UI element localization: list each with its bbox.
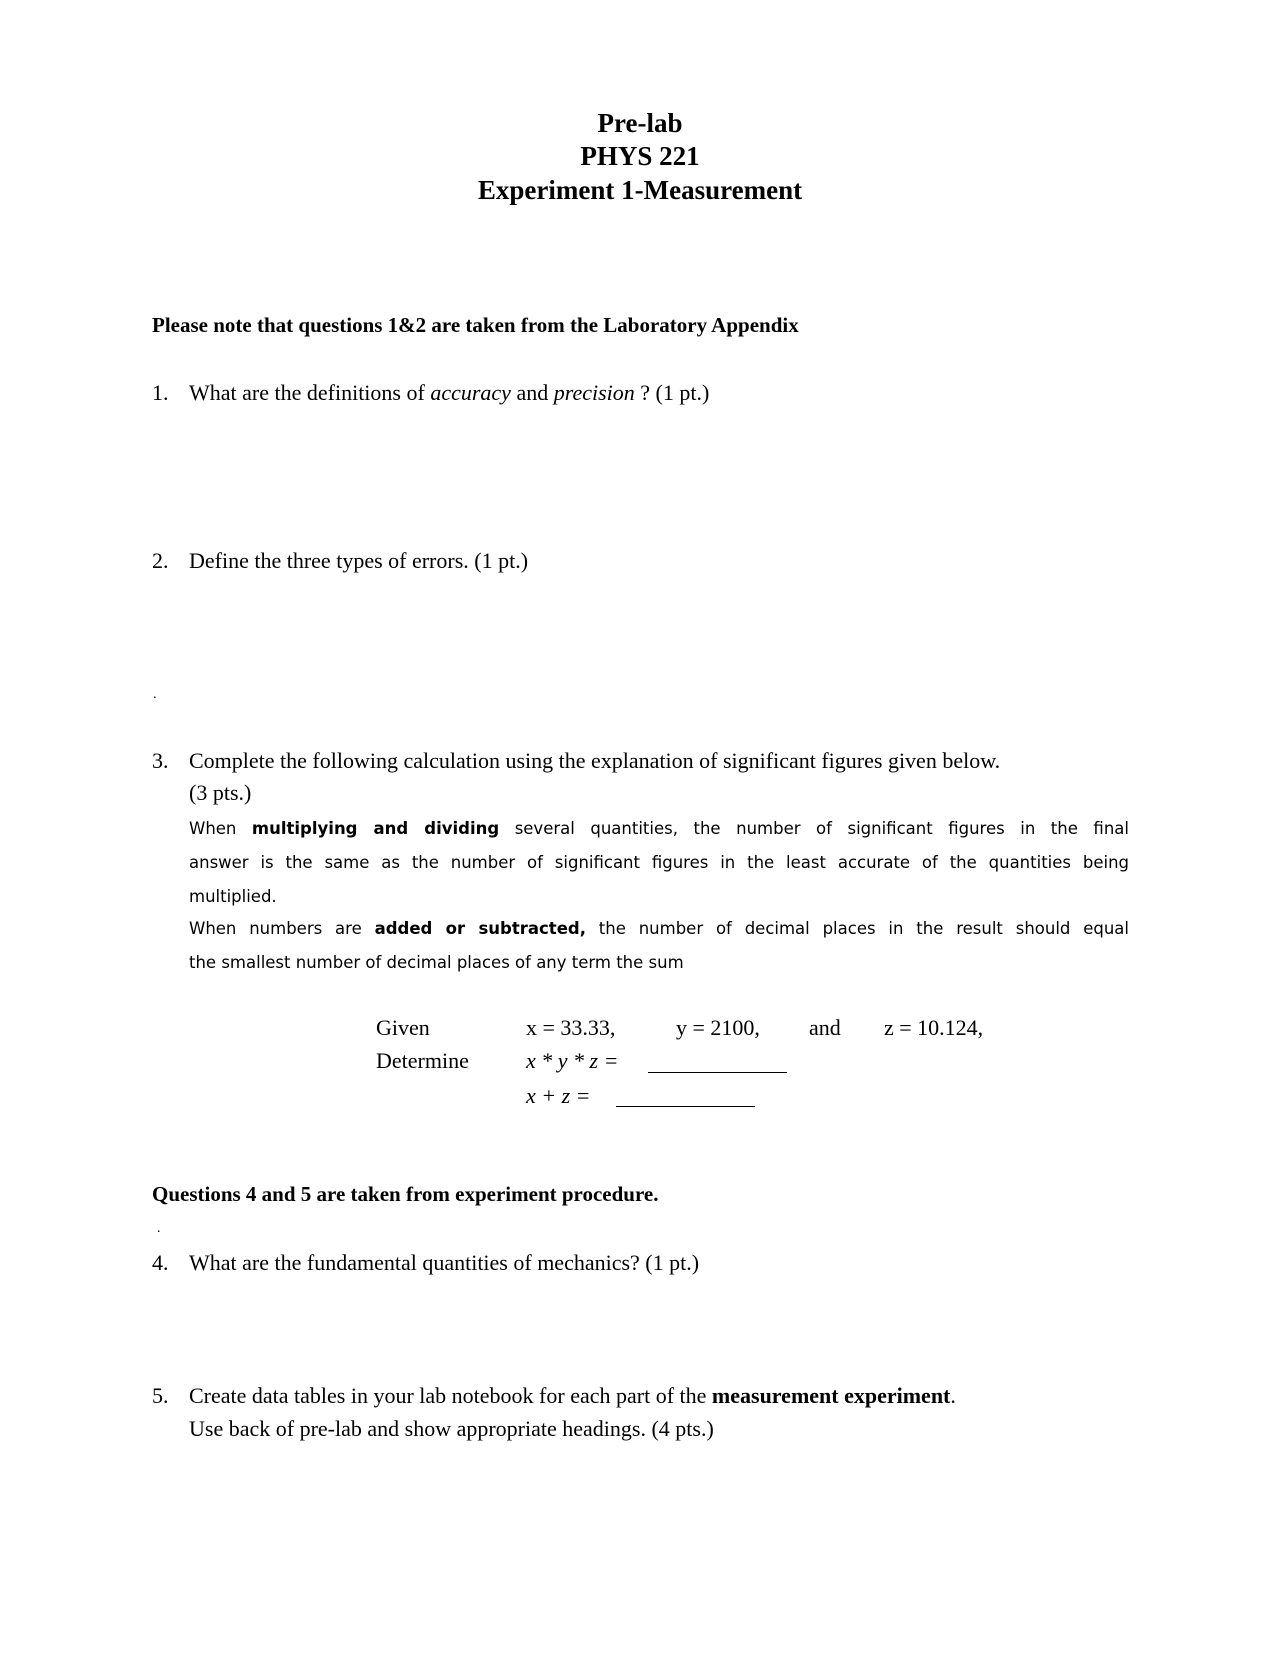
rule2-a: When numbers are — [189, 919, 375, 938]
q2-number: 2. — [152, 548, 169, 573]
rule-multiply-line1 — [189, 821, 1129, 838]
product-expression: x * y * z = — [526, 1048, 619, 1073]
q5-bold: measurement experiment — [711, 1383, 951, 1408]
given-label: Given — [376, 1015, 430, 1040]
sum-answer-blank[interactable] — [616, 1106, 755, 1107]
q5-text — [189, 1385, 956, 1407]
q3-points: (3 pts.) — [189, 780, 252, 805]
z-value: z = 10.124, — [884, 1015, 984, 1040]
note-procedure: Questions 4 and 5 are taken from experiment procedure. — [152, 1182, 659, 1206]
q3-number: 3. — [152, 748, 169, 773]
and-label: and — [809, 1015, 841, 1040]
rule2-bold: added or subtracted, — [374, 919, 586, 938]
q1-text — [189, 382, 709, 404]
q2-text: Define the three types of errors. (1 pt.) — [189, 548, 529, 573]
product-answer-blank[interactable] — [648, 1072, 787, 1073]
q3-text: Complete the following calculation using the explanation of significant figures given below. — [189, 748, 1001, 773]
rule1-bold: multiplying and dividing — [251, 819, 500, 838]
q5-text-line2: Use back of pre-lab and show appropriate headings. (4 pts.) — [189, 1416, 714, 1441]
rule2-c: the number of decimal places in the result should equal — [585, 919, 1130, 938]
stray-dot: . — [153, 687, 157, 702]
title-experiment: Experiment 1-Measurement — [477, 175, 803, 205]
title-prelab: Pre-lab — [597, 108, 683, 138]
rule-multiply-line3: multiplied. — [189, 887, 277, 906]
q4-text: What are the fundamental quantities of mechanics? (1 pt.) — [189, 1250, 700, 1275]
rule1-c: several quantities, the number of significant figures in the final — [499, 819, 1129, 838]
stray-dot-2: . — [157, 1221, 161, 1236]
q5-pre: Create data tables in your lab notebook for each part of the — [189, 1383, 712, 1408]
x-value: x = 33.33, — [526, 1015, 616, 1040]
q1-term-precision: precision — [553, 380, 635, 405]
q1-term-accuracy: accuracy — [430, 380, 511, 405]
rule1-a: When — [189, 819, 252, 838]
q1-mid: and — [510, 380, 554, 405]
note-appendix: Please note that questions 1&2 are taken from the Laboratory Appendix — [152, 313, 799, 337]
q1-number: 1. — [152, 380, 169, 405]
q1-post: ? (1 pt.) — [634, 380, 710, 405]
y-value: y = 2100, — [676, 1015, 760, 1040]
rule-multiply-line2: answer is the same as the number of significant figures in the least accurate of the quantities being — [189, 853, 1129, 872]
q4-number: 4. — [152, 1250, 169, 1275]
determine-label: Determine — [376, 1048, 469, 1073]
title-course: PHYS 221 — [580, 141, 700, 171]
rule-add-line1 — [189, 921, 1129, 938]
rule-add-line2: the smallest number of decimal places of any term the sum — [189, 953, 684, 972]
sum-expression: x + z = — [526, 1083, 591, 1108]
q1-pre: What are the definitions of — [189, 380, 431, 405]
q5-number: 5. — [152, 1383, 169, 1408]
q5-post: . — [950, 1383, 956, 1408]
